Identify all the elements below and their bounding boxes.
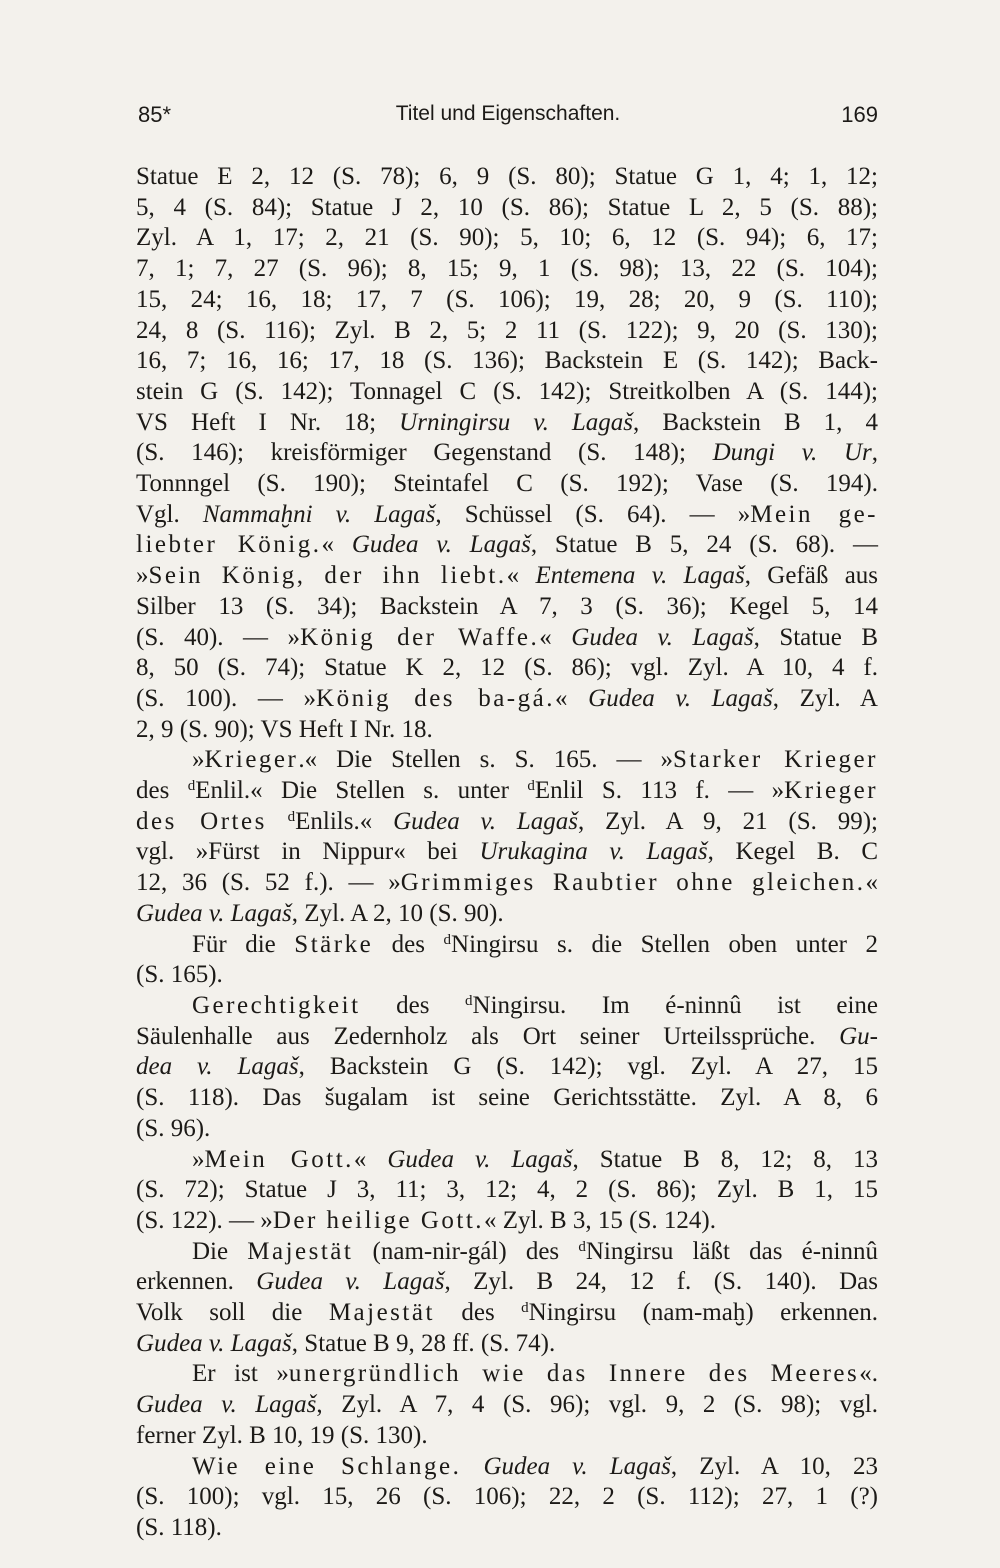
paragraph — [136, 930, 878, 991]
body-text — [136, 162, 878, 1544]
paragraph — [136, 991, 878, 1145]
text-line: Gerechtigkeit des $^d$Ningirsu. Im é-ninnû ist eine — [192, 991, 878, 1019]
text-line: (S. 146); kreisförmiger Gegenstand (S. 148); Dungi v. Ur, — [136, 439, 878, 467]
text-line: »Sein König, der ihn liebt.« Entemena v. Lagaš, Gefäß aus — [136, 562, 879, 590]
text-line: Volk soll die Majestät des $^d$Ningirsu (nam-maḫ) erkennen. — [136, 1299, 878, 1327]
text-line: Die Majestät (nam-nir-gál) des $^d$Ningirsu läßt das é-ninnû — [192, 1237, 878, 1265]
text-line: (S. 122). — »Der heilige Gott.« Zyl. B 3, 15 (S. 124). — [136, 1206, 716, 1234]
text-line: ferner Zyl. B 10, 19 (S. 130). — [136, 1421, 428, 1449]
text-line: 5, 4 (S. 84); Statue J 2, 10 (S. 86); Statue L 2, 5 (S. 88); — [136, 193, 878, 221]
page-number-right: 169 — [841, 102, 878, 127]
text-line: (S. 40). — »König der Waffe.« Gudea v. Lagaš, Statue B — [136, 623, 878, 651]
text-line: dea v. Lagaš, Backstein G (S. 142); vgl. Zyl. A 27, 15 — [136, 1053, 878, 1081]
text-line: (S. 96). — [136, 1114, 211, 1142]
text-line: des $^d$Enlil.« Die Stellen s. unter $^d$Enlil S. 113 f. — »Krieger — [136, 777, 879, 805]
text-line: Gudea v. Lagaš, Statue B 9, 28 ff. (S. 74). — [136, 1329, 556, 1357]
text-line: 2, 9 (S. 90); VS Heft I Nr. 18. — [136, 715, 433, 743]
text-line: (S. 118). Das šugalam ist seine Gerichtsstätte. Zyl. A 8, 6 — [136, 1084, 878, 1112]
text-line: Er ist »unergründlich wie das Innere des Meeres«. — [192, 1360, 878, 1388]
paragraph — [136, 162, 878, 745]
text-line: »Krieger.« Die Stellen s. S. 165. — »Starker Krieger — [192, 746, 878, 774]
text-line: Für die Stärke des $^d$Ningirsu s. die Stellen oben unter 2 — [192, 930, 879, 958]
text-line: Zyl. A 1, 17; 2, 21 (S. 90); 5, 10; 6, 12 (S. 94); 6, 17; — [136, 224, 878, 252]
paragraph — [136, 1359, 878, 1451]
text-line: 15, 24; 16, 18; 17, 7 (S. 106); 19, 28; 20, 9 (S. 110); — [136, 285, 878, 313]
text-line: 24, 8 (S. 116); Zyl. B 2, 5; 2 11 (S. 122); 9, 20 (S. 130); — [136, 316, 878, 344]
text-line: Vgl. Nammaḫni v. Lagaš, Schüssel (S. 64). — »Mein ge- — [136, 500, 879, 528]
paragraph — [136, 1145, 878, 1237]
running-header — [138, 102, 878, 142]
text-line: »Mein Gott.« Gudea v. Lagaš, Statue B 8, 12; 8, 13 — [192, 1145, 878, 1173]
text-line: 7, 1; 7, 27 (S. 96); 8, 15; 9, 1 (S. 98); 13, 22 (S. 104); — [136, 255, 878, 283]
running-title: Titel und Eigenschaften. — [395, 102, 621, 125]
text-line: liebter König.« Gudea v. Lagaš, Statue B 5, 24 (S. 68). — — [136, 531, 879, 559]
text-line: (S. 165). — [136, 961, 223, 989]
paragraph — [136, 1237, 878, 1360]
text-line: Säulenhalle aus Zedernholz als Ort seiner Urteilssprüche. Gu- — [136, 1022, 878, 1050]
paragraph — [136, 745, 878, 929]
text-line: vgl. »Fürst in Nippur« bei Urukagina v. Lagaš, Kegel B. C — [136, 838, 878, 866]
text-line: (S. 100). — »König des ba-gá.« Gudea v. Lagaš, Zyl. A — [136, 684, 878, 712]
text-line: Gudea v. Lagaš, Zyl. A 2, 10 (S. 90). — [136, 899, 504, 927]
text-line: 12, 36 (S. 52 f.). — »Grimmiges Raubtier ohne gleichen.« — [136, 869, 878, 897]
text-line: erkennen. Gudea v. Lagaš, Zyl. B 24, 12 f. (S. 140). Das — [136, 1268, 878, 1296]
text-line: Gudea v. Lagaš, Zyl. A 7, 4 (S. 96); vgl. 9, 2 (S. 98); vgl. — [136, 1391, 878, 1419]
text-line: Tonnngel (S. 190); Steintafel C (S. 192); Vase (S. 194). — [136, 470, 878, 498]
text-line: 8, 50 (S. 74); Statue K 2, 12 (S. 86); vgl. Zyl. A 10, 4 f. — [136, 654, 878, 682]
page-number-left: 85* — [138, 102, 172, 127]
text-line: Wie eine Schlange. Gudea v. Lagaš, Zyl. A 10, 23 — [192, 1452, 878, 1480]
text-line: (S. 100); vgl. 15, 26 (S. 106); 22, 2 (S. 112); 27, 1 (?) — [136, 1483, 878, 1511]
text-line: VS Heft I Nr. 18; Urningirsu v. Lagaš, Backstein B 1, 4 — [136, 408, 878, 436]
text-line: 16, 7; 16, 16; 17, 18 (S. 136); Backstein E (S. 142); Back- — [136, 347, 878, 375]
paragraph — [136, 1452, 878, 1544]
text-line: des Ortes $^d$Enlils.« Gudea v. Lagaš, Zyl. A 9, 21 (S. 99); — [136, 807, 878, 835]
text-line: Silber 13 (S. 34); Backstein A 7, 3 (S. 36); Kegel 5, 14 — [136, 592, 878, 620]
text-line: stein G (S. 142); Tonnagel C (S. 142); Streitkolben A (S. 144); — [136, 377, 878, 405]
text-line: (S. 72); Statue J 3, 11; 3, 12; 4, 2 (S. 86); Zyl. B 1, 15 — [136, 1176, 878, 1204]
text-line: Statue E 2, 12 (S. 78); 6, 9 (S. 80); Statue G 1, 4; 1, 12; — [136, 163, 878, 190]
text-line: (S. 118). — [136, 1513, 222, 1541]
